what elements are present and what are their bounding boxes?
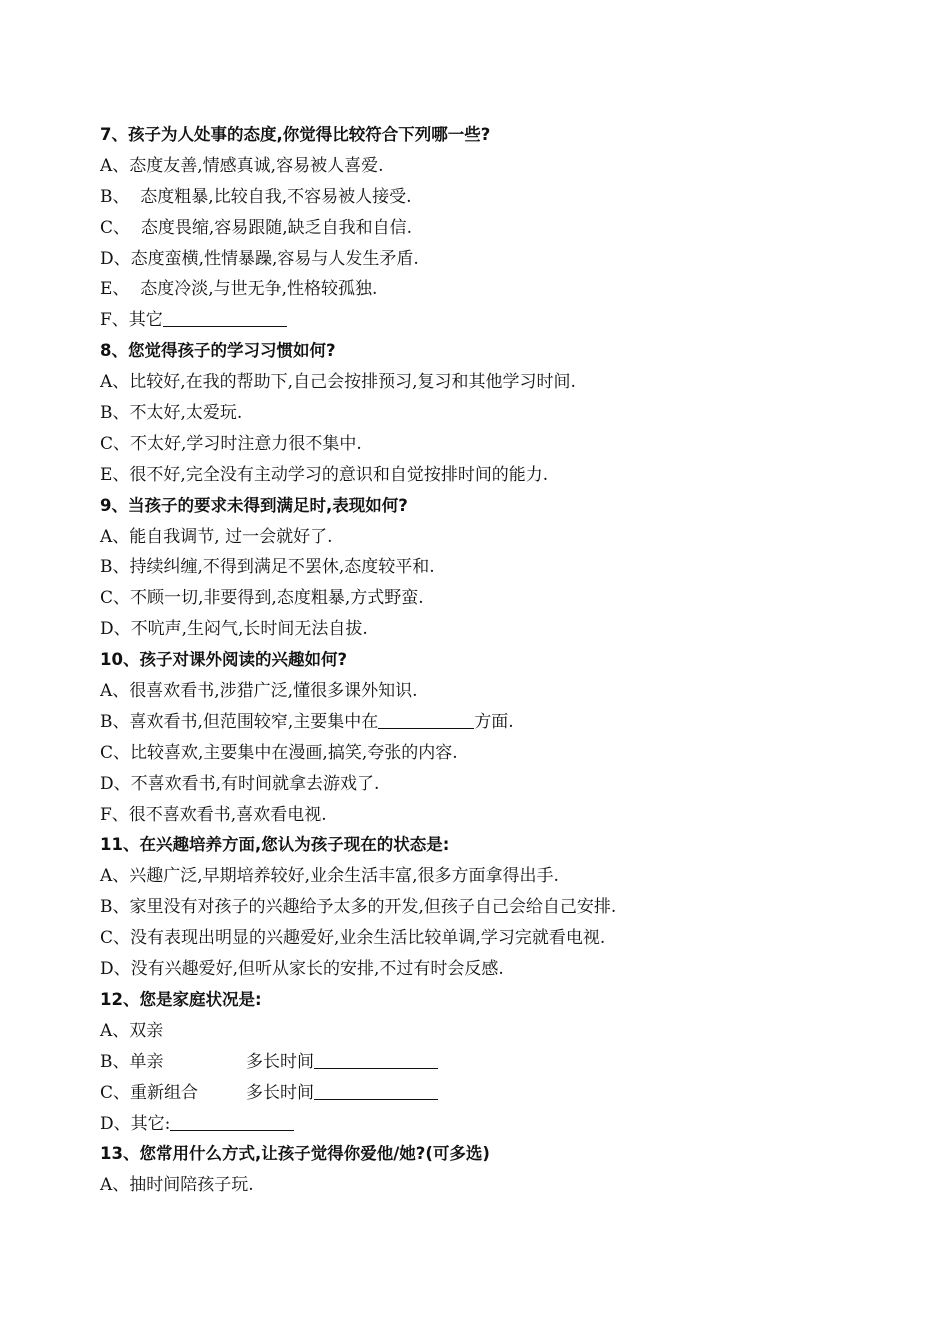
- question-7-option-a: A、态度友善,情感真诚,容易被人喜爱.: [100, 155, 384, 176]
- question-13-title: 13、您常用什么方式,让孩子觉得你爱他/她?(可多选): [100, 1144, 490, 1164]
- question-9-option-d: D、不吭声,生闷气,长时间无法自拔.: [100, 619, 368, 640]
- question-11-option-c: C、没有表现出明显的兴趣爱好,业余生活比较单调,学习完就看电视.: [100, 928, 606, 949]
- question-12-option-b-duration-label: 多长时间: [246, 1051, 314, 1072]
- question-7-other-label: F、其它: [100, 310, 163, 331]
- question-7-title: 7、孩子为人处事的态度,你觉得比较符合下列哪一些?: [100, 125, 491, 144]
- question-12-option-d: [100, 1109, 880, 1140]
- questionnaire-page: [100, 120, 880, 1201]
- question-13-option-a: A、抽时间陪孩子玩.: [100, 1175, 254, 1196]
- question-10-option-c: C、比较喜欢,主要集中在漫画,搞笑,夸张的内容.: [100, 742, 458, 763]
- question-12-option-c-duration-blank[interactable]: [314, 1081, 438, 1100]
- question-10-option-f: F、很不喜欢看书,喜欢看电视.: [100, 804, 327, 825]
- question-9-title: 9、当孩子的要求未得到满足时,表现如何?: [100, 495, 408, 515]
- question-7-option-d: D、态度蛮横,性情暴躁,容易与人发生矛盾.: [100, 248, 419, 269]
- question-9-option-b: B、持续纠缠,不得到满足不罢休,态度较平和.: [100, 557, 435, 578]
- question-12-option-b-label: B、单亲: [100, 1051, 164, 1072]
- question-12-option-d-blank[interactable]: [170, 1112, 294, 1131]
- question-12-option-a: A、双亲: [100, 1020, 164, 1041]
- question-11-option-a: A、兴趣广泛,早期培养较好,业余生活丰富,很多方面拿得出手.: [100, 866, 559, 887]
- question-12-option-c-duration-label: 多长时间: [246, 1082, 314, 1103]
- question-10-option-b-prefix: B、喜欢看书,但范围较窄,主要集中在: [100, 711, 379, 732]
- question-11-option-b: B、家里没有对孩子的兴趣给予太多的开发,但孩子自己会给自己安排.: [100, 897, 617, 918]
- question-10-title: 10、孩子对课外阅读的兴趣如何?: [100, 650, 348, 670]
- question-8-option-c: C、不太好,学习时注意力很不集中.: [100, 433, 362, 454]
- question-11-option-d: D、没有兴趣爱好,但听从家长的安排,不过有时会反感.: [100, 959, 504, 980]
- question-12-title: 12、您是家庭状况是:: [100, 989, 262, 1009]
- question-12-option-c-label: C、重新组合: [100, 1082, 199, 1103]
- question-10-option-d: D、不喜欢看书,有时间就拿去游戏了.: [100, 773, 380, 794]
- question-8-title: 8、您觉得孩子的学习习惯如何?: [100, 341, 336, 361]
- question-10-option-b-suffix: 方面.: [474, 711, 514, 732]
- question-7-option-e: E、 态度冷淡,与世无争,性格较孤独.: [100, 279, 378, 300]
- question-9-option-a: A、能自我调节, 过一会就好了.: [100, 526, 333, 547]
- question-7-option-c: C、 态度畏缩,容易跟随,缺乏自我和自信.: [100, 217, 413, 238]
- question-8-option-e: E、很不好,完全没有主动学习的意识和自觉按排时间的能力.: [100, 464, 549, 485]
- question-8-option-b: B、不太好,太爱玩.: [100, 403, 243, 424]
- question-11-title: 11、在兴趣培养方面,您认为孩子现在的状态是:: [100, 835, 450, 855]
- question-10-topic-blank[interactable]: [378, 710, 474, 729]
- question-12-option-c: [100, 1078, 880, 1109]
- question-7-option-f: [100, 305, 880, 336]
- question-10-option-b: [100, 707, 880, 738]
- question-7-other-blank[interactable]: [163, 308, 287, 327]
- question-12-option-b-duration-blank[interactable]: [314, 1050, 438, 1069]
- question-12-option-b: [100, 1047, 880, 1078]
- question-10-option-a: A、很喜欢看书,涉猎广泛,懂很多课外知识.: [100, 681, 418, 702]
- question-9-option-c: C、不顾一切,非要得到,态度粗暴,方式野蛮.: [100, 588, 424, 609]
- question-7-option-b: B、 态度粗暴,比较自我,不容易被人接受.: [100, 186, 412, 207]
- question-8-option-a: A、比较好,在我的帮助下,自己会按排预习,复习和其他学习时间.: [100, 372, 576, 393]
- question-12-option-d-label: D、其它:: [100, 1113, 171, 1134]
